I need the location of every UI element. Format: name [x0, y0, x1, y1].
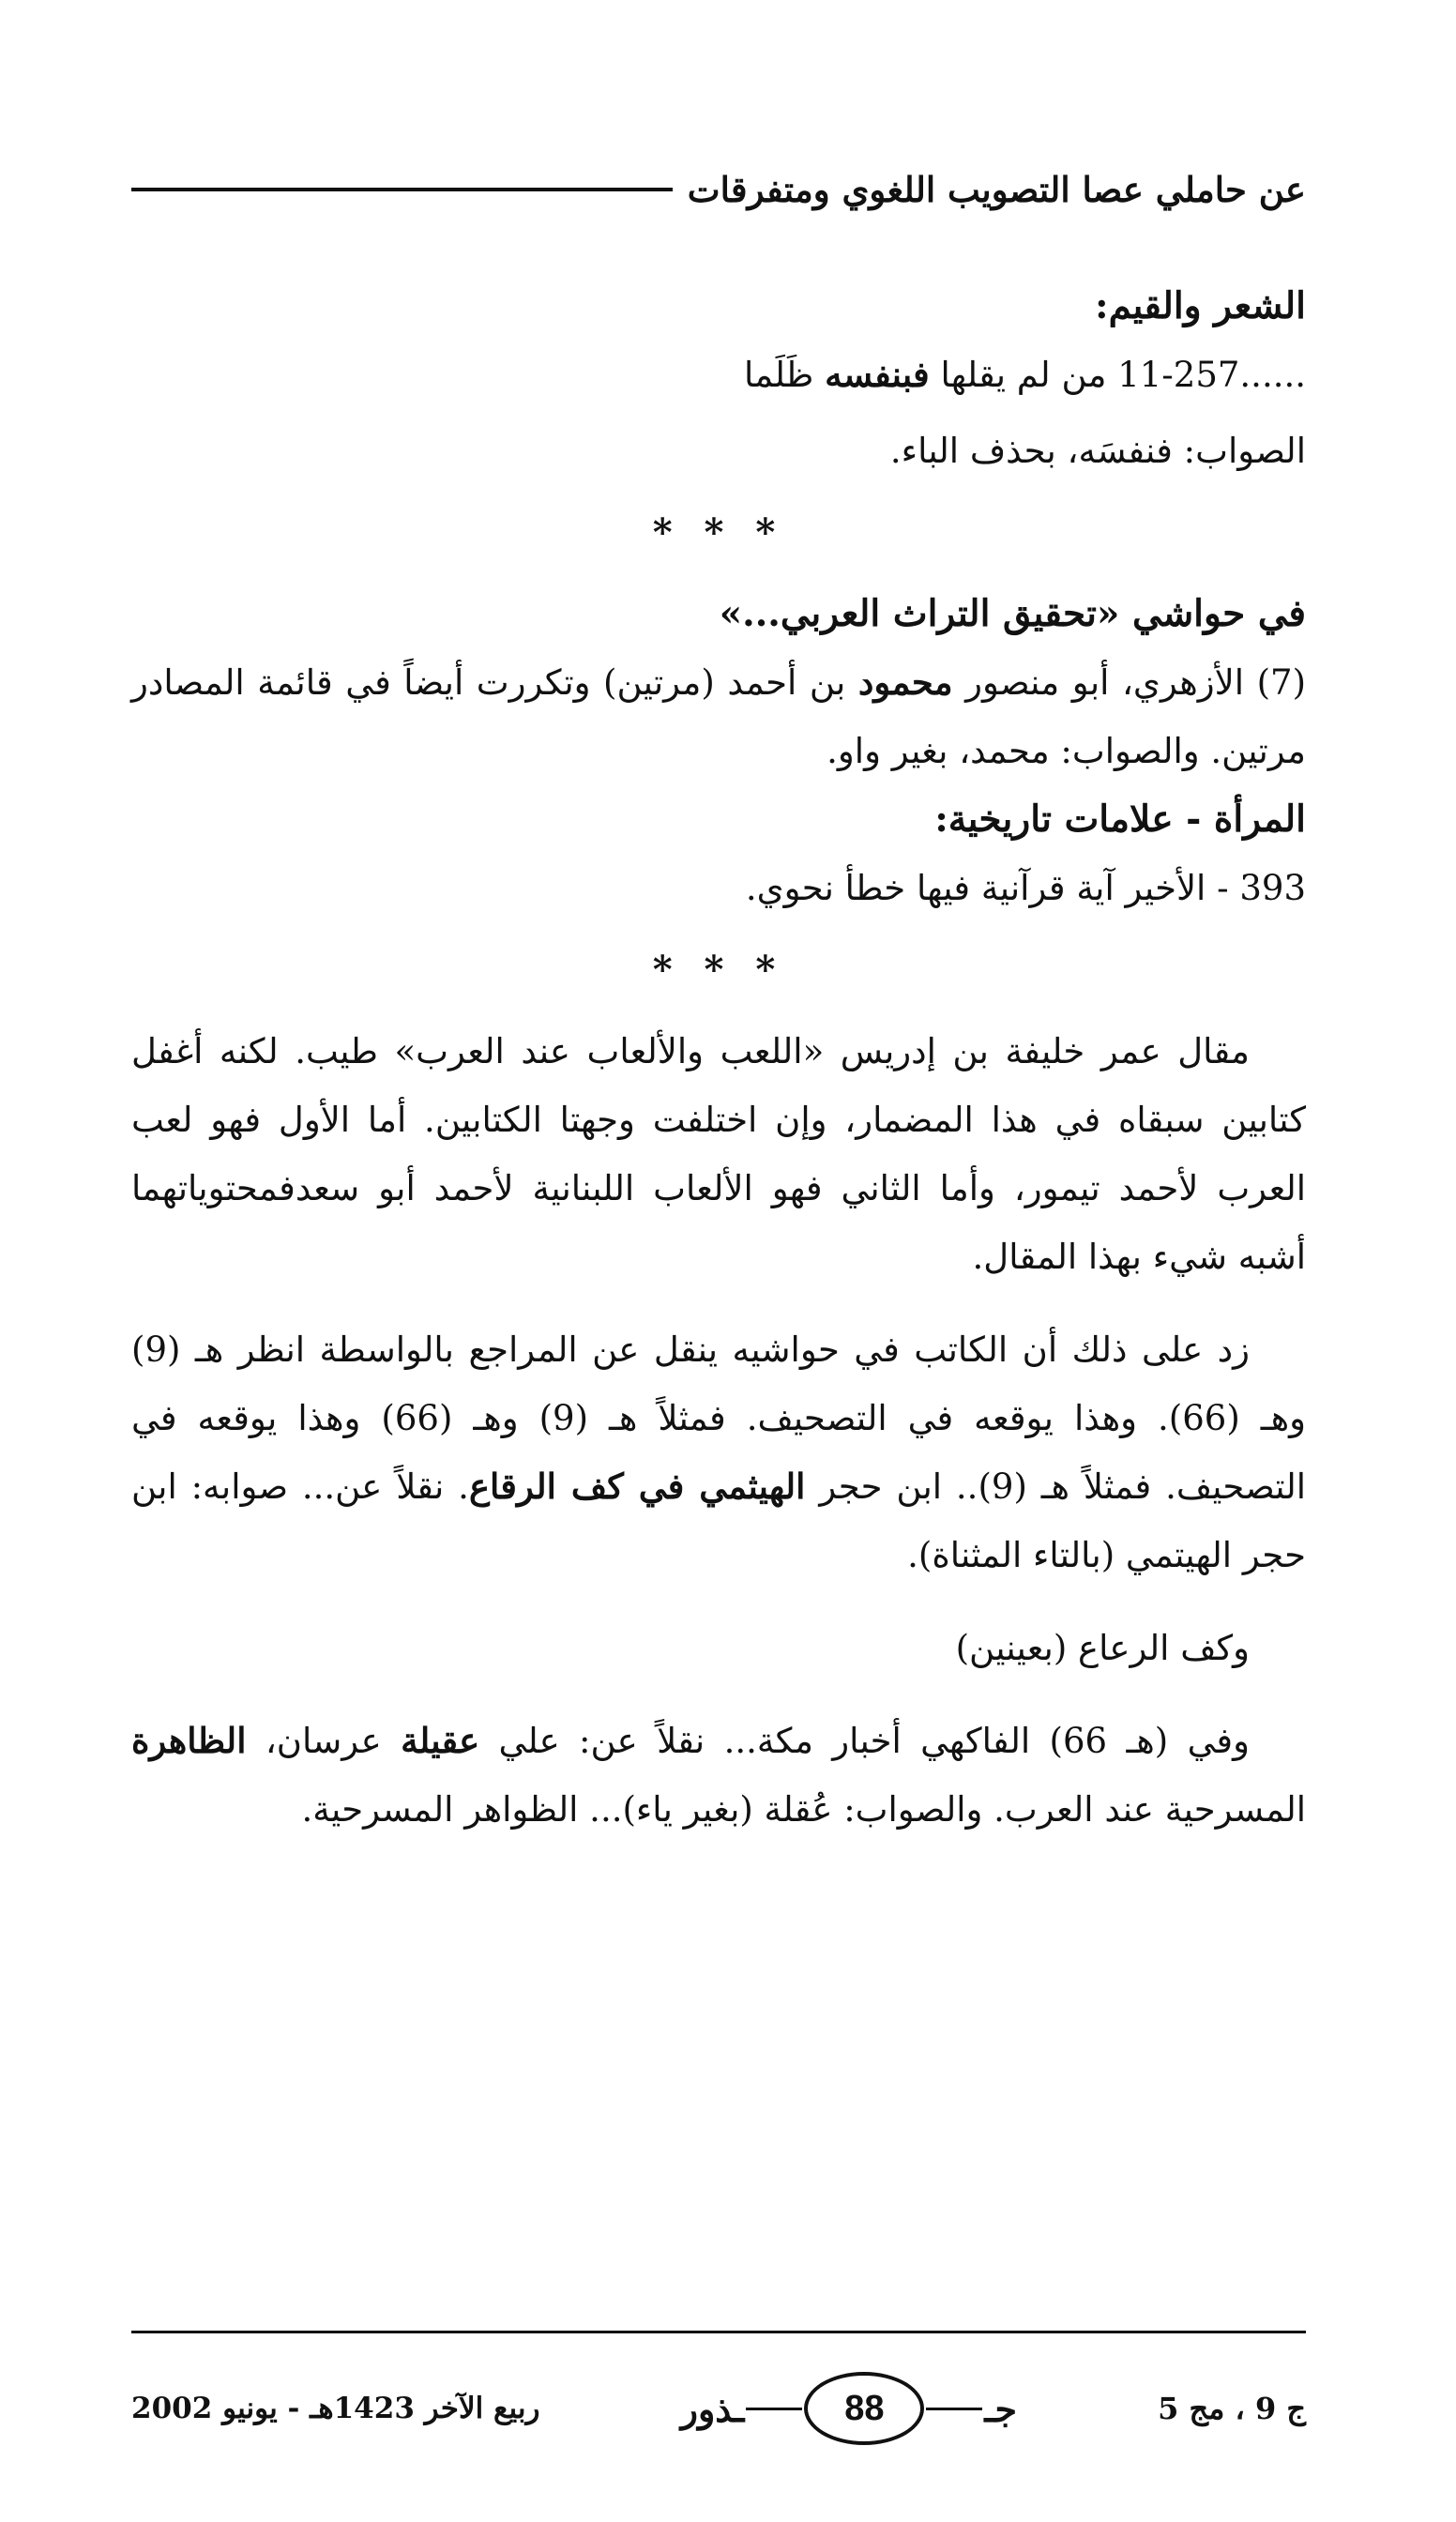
notes-text: (7) الأزهري، أبو منصور — [952, 662, 1306, 703]
footer-journal — [681, 2372, 1017, 2445]
journal-name-end: ـذور — [680, 2387, 745, 2430]
article-p4-bold-2: الظاهرة — [131, 1720, 247, 1761]
woman-paragraph: 393 - الأخير آية قرآنية فيها خطأ نحوي. — [745, 868, 1306, 908]
document-page — [131, 141, 1306, 2458]
article-p2-text: زد على ذلك أن الكاتب في حواشيه ينقل عن المراجع بالواسطة انظر هـ (9) وهـ (66). وهذا يوقعه في التصحيف. فمثلاً هـ (9) وهـ (66) وهذا يوقعه في التصحيف. فمثلاً هـ (9).. ابن حجر — [131, 1329, 1307, 1507]
journal-dash — [926, 2408, 982, 2410]
footer-date: ربيع الآخر 1423هـ - يونيو 2002 — [131, 2392, 540, 2425]
footer-issue: ج 9 ، مج 5 — [1158, 2391, 1306, 2426]
page-body — [131, 272, 1306, 1844]
poetry-heading: الشعر والقيم: — [1095, 284, 1306, 327]
article-p4-bold-1: عقيلة — [401, 1720, 480, 1761]
poetry-text-end: ظَلَما — [743, 355, 826, 395]
article-p2-text-end: . نقلاً عن... صوابه: ابن حجر الهيتمي (بالتاء المثناة). — [131, 1466, 1306, 1575]
poetry-correction: الصواب: فنفسَه، بحذف الباء. — [889, 431, 1306, 471]
section-separator-2: * * * — [652, 948, 785, 992]
notes-heading: في حواشي «تحقيق التراث العربي...» — [719, 592, 1306, 635]
journal-dash-2 — [746, 2408, 802, 2410]
article-p2-bold: الهيثمي في كف الرقاع — [468, 1466, 806, 1507]
page-number: 88 — [804, 2372, 924, 2445]
header-rule — [131, 188, 673, 191]
article-paragraph-2 — [131, 1315, 1306, 1589]
header-title: عن حاملي عصا التصويب اللغوي ومتفرقات — [687, 169, 1306, 210]
article-paragraph-3: وكف الرعاع (بعينين) — [955, 1628, 1250, 1668]
running-header — [131, 161, 1306, 218]
poetry-line — [131, 341, 1306, 409]
section-separator: * * * — [652, 510, 785, 555]
poetry-ref: 11-257...... — [1117, 355, 1306, 395]
notes-bold-word: محمود — [857, 661, 953, 703]
poetry-text: من لم يقلها — [929, 355, 1118, 395]
article-p4-text-mid: عرسان، — [246, 1721, 402, 1761]
article-p4-text: وفي (هـ 66) الفاكهي أخبار مكة... نقلاً عن: علي — [479, 1721, 1250, 1761]
notes-paragraph — [131, 648, 1306, 785]
footer-rule — [131, 2331, 1306, 2333]
journal-name-start: جـ — [984, 2387, 1018, 2430]
notes-text-end: بن أحمد (مرتين) وتكررت أيضاً في قائمة المصادر مرتين. والصواب: محمد، بغير واو. — [131, 662, 1306, 771]
poetry-bold-word: فبنفسه — [825, 354, 930, 395]
woman-heading: المرأة - علامات تاريخية: — [934, 798, 1306, 841]
page-footer — [131, 2366, 1306, 2451]
article-paragraph-1: مقال عمر خليفة بن إدريس «اللعب والألعاب عند العرب» طيب. لكنه أغفل كتابين سبقاه في هذا المضمار، وإن اختلفت وجهتا الكتابين. أما الأول فهو لعب العرب لأحمد تيمور، وأما الثاني فهو الألعاب اللبنانية لأحمد أبو سعدفمحتوياتهما أشبه شيء بهذا المقال. — [131, 1031, 1306, 1277]
article-paragraph-4 — [131, 1707, 1306, 1844]
article-p4-text-end: المسرحية عند العرب. والصواب: عُقلة (بغير ياء)... الظواهر المسرحية. — [301, 1789, 1306, 1830]
